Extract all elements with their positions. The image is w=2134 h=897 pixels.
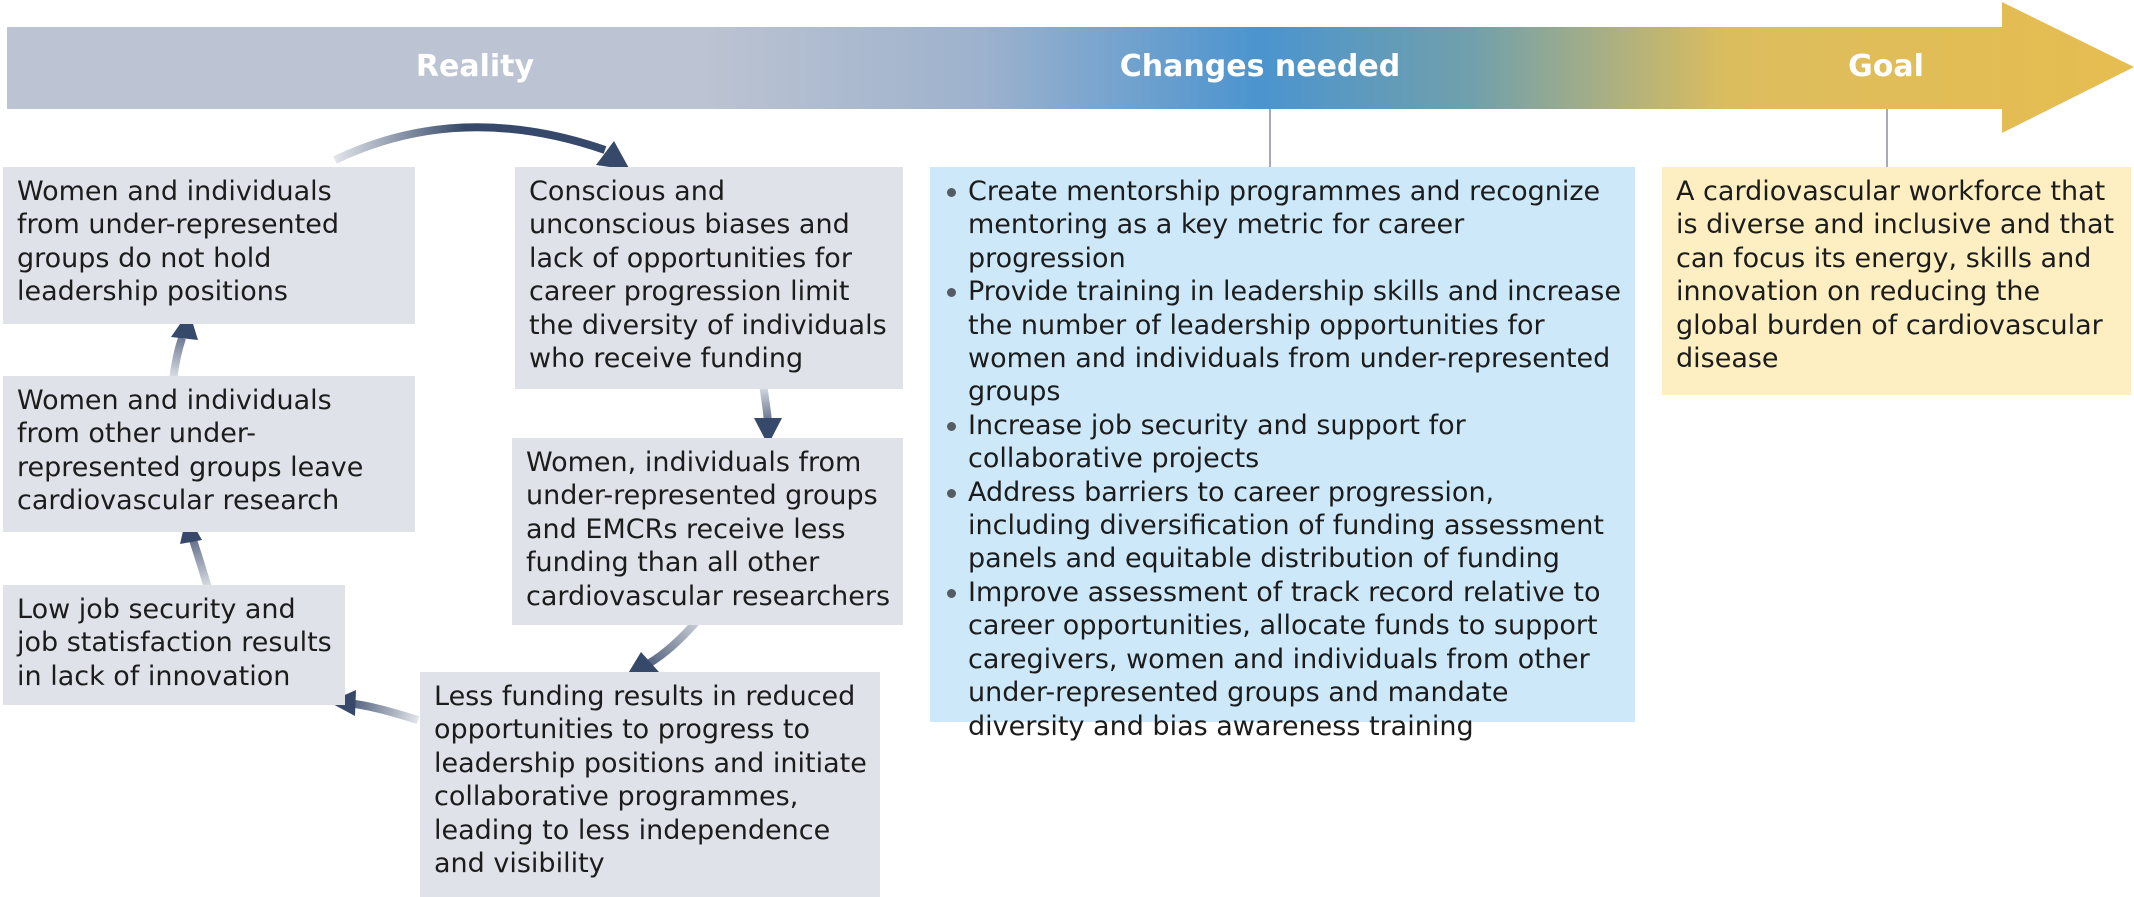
changes-item-barriers: Address barriers to career progression, including diversification of funding assessment panels and equitable distribution of funding — [944, 476, 1623, 576]
cycle-box-low-job-security: Low job security and job statisfaction results in lack of innovation — [3, 585, 345, 705]
cycle-box-leadership: Women and individuals from under-represented groups do not hold leadership positions — [3, 167, 415, 324]
changes-item-leadership-training: Provide training in leadership skills and increase the number of leadership opportunities for women and individuals from under-represented groups — [944, 275, 1623, 409]
arrow-top-arc — [335, 127, 630, 170]
changes-list — [944, 175, 1623, 743]
cycle-box-leave-research: Women and individuals from other under-represented groups leave cardiovascular research — [3, 376, 415, 532]
changes-item-mentorship: Create mentorship programmes and recognize mentoring as a key metric for career progression — [944, 175, 1623, 275]
changes-needed-box — [930, 167, 1635, 742]
changes-item-assessment: Improve assessment of track record relative to career opportunities, allocate funds to support caregivers, women and individuals from other under-represented groups and mandate diversity and bias awareness training — [944, 576, 1623, 743]
arrow-down — [754, 384, 782, 445]
changes-item-job-security: Increase job security and support for collaborative projects — [944, 409, 1623, 476]
stage-label-changes-needed: Changes needed — [1119, 49, 1401, 84]
goal-box: A cardiovascular workforce that is diverse and inclusive and that can focus its energy, skills and innovation on reducing the global burden of cardiovascular disease — [1662, 167, 2131, 395]
stage-label-reality: Reality — [415, 49, 535, 84]
cycle-box-reduced-opportunities: Less funding results in reduced opportunities to progress to leadership positions and initiate collaborative programmes, leading to less independence and visibility — [420, 672, 880, 897]
cycle-box-biases: Conscious and unconscious biases and lack of opportunities for career progression limit the diversity of individuals who receive funding — [515, 167, 903, 389]
arrow-diag — [624, 620, 698, 680]
cycle-box-less-funding: Women, individuals from under-represented groups and EMCRs receive less funding than all other cardiovascular researchers — [512, 438, 903, 625]
stage-label-goal: Goal — [1848, 49, 1924, 84]
